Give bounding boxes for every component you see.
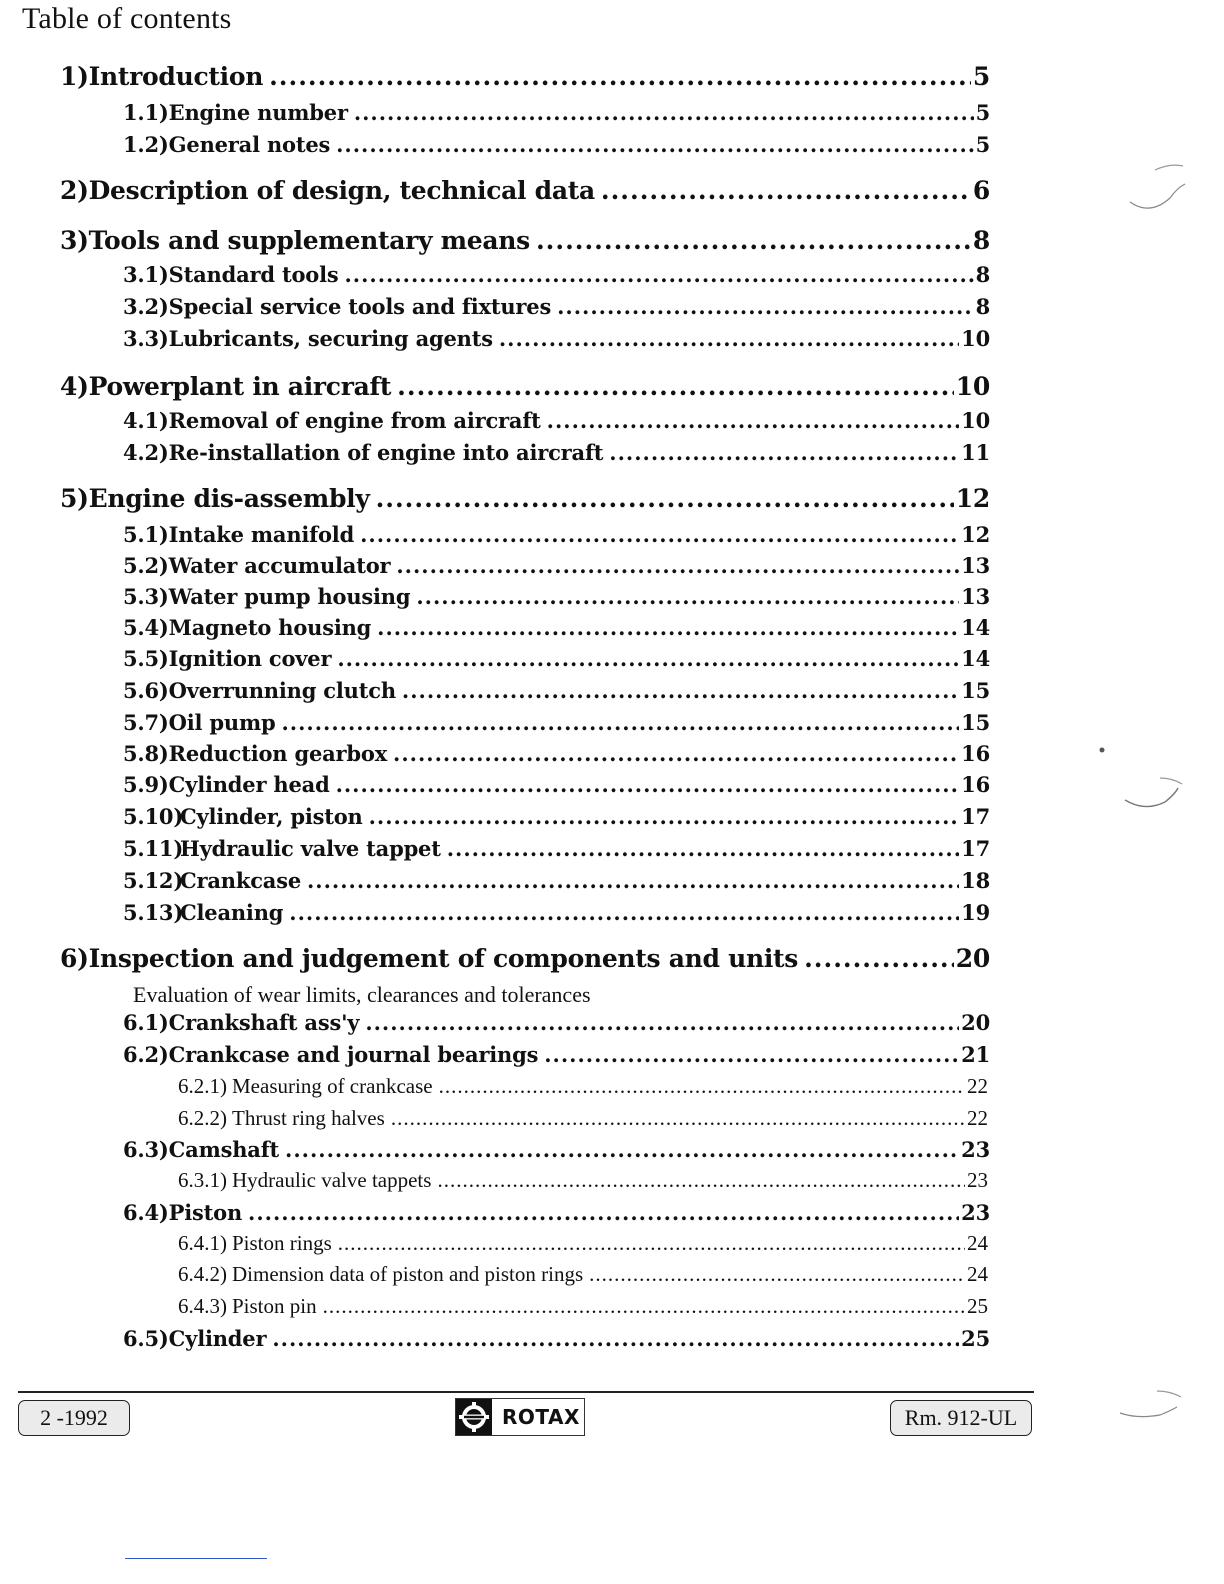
toc-entry-title: Hydraulic valve tappets — [232, 1168, 432, 1192]
toc-entry-title: Standard tools — [168, 262, 339, 287]
toc-dot-leader — [336, 772, 960, 797]
toc-dot-leader — [609, 440, 959, 465]
toc-entry[interactable] — [123, 1200, 990, 1225]
toc-entry-page: 12 — [961, 522, 990, 547]
toc-entry-number: 3.2) — [123, 294, 169, 319]
toc-entry-number: 6.1) — [123, 1010, 169, 1035]
toc-entry[interactable] — [60, 176, 990, 205]
toc-entry-number: 5.11) — [123, 836, 184, 861]
toc-entry-title: Introduction — [88, 62, 264, 91]
toc-entry[interactable] — [123, 615, 990, 640]
toc-entry[interactable] — [123, 262, 990, 287]
toc-entry-title: Ignition cover — [168, 646, 332, 671]
footer-divider — [18, 1391, 1034, 1393]
toc-dot-leader — [285, 1137, 959, 1162]
toc-entry-number: 5.2) — [123, 553, 169, 578]
toc-entry-title: Removal of engine from aircraft — [168, 408, 541, 433]
brand-name: ROTAX — [502, 1405, 580, 1429]
toc-dot-leader — [369, 804, 960, 829]
toc-entry-title: Powerplant in aircraft — [88, 372, 392, 401]
toc-entry-page: 16 — [961, 741, 990, 766]
toc-dot-leader — [377, 615, 959, 640]
toc-entry-page: 12 — [955, 484, 990, 513]
toc-entry[interactable] — [123, 522, 990, 547]
margin-scribble-1 — [1125, 158, 1195, 218]
toc-entry-title: Re-installation of engine into aircraft — [168, 440, 604, 465]
toc-entry-page: 10 — [961, 326, 990, 351]
toc-entry[interactable] — [123, 646, 990, 671]
toc-entry[interactable] — [123, 408, 990, 433]
toc-entry-title: Overrunning clutch — [168, 678, 396, 703]
toc-entry[interactable] — [178, 1294, 988, 1319]
toc-entry-page: 23 — [967, 1168, 988, 1192]
toc-entry-number: 6.4.2) — [178, 1262, 227, 1286]
toc-entry-title: Cleaning — [180, 900, 284, 925]
toc-entry-number: 5.8) — [123, 741, 169, 766]
toc-entry-title: Special service tools and fixtures — [168, 294, 552, 319]
toc-entry-title: Piston rings — [232, 1231, 332, 1255]
toc-entry[interactable] — [123, 868, 990, 893]
toc-dot-leader — [269, 62, 971, 91]
toc-entry[interactable] — [60, 62, 990, 91]
toc-entry-page: 8 — [972, 226, 990, 255]
toc-dot-leader — [547, 408, 960, 433]
toc-dot-leader — [557, 294, 974, 319]
toc-entry-title: Crankcase — [180, 868, 301, 893]
toc-entry-page: 24 — [967, 1231, 988, 1255]
toc-entry-page: 25 — [967, 1294, 988, 1318]
toc-dot-leader — [307, 868, 959, 893]
toc-entry-title: Cylinder head — [168, 772, 330, 797]
toc-entry-number: 6.2.2) — [178, 1106, 227, 1130]
toc-entry-page: 19 — [961, 900, 990, 925]
toc-note: Evaluation of wear limits, clearances and tolerances — [133, 982, 591, 1007]
toc-entry[interactable] — [123, 804, 990, 829]
toc-entry-title: Description of design, technical data — [88, 176, 595, 205]
rotax-emblem-icon — [456, 1399, 492, 1435]
toc-entry-page: 13 — [961, 553, 990, 578]
toc-dot-leader — [336, 132, 973, 157]
toc-dot-leader — [338, 1231, 965, 1256]
page-title: Table of contents — [22, 2, 232, 35]
toc-dot-leader — [323, 1294, 965, 1319]
toc-entry-page: 13 — [961, 584, 990, 609]
toc-entry-title: Engine dis-assembly — [88, 484, 370, 513]
toc-dot-leader — [544, 1042, 959, 1067]
rotax-logo — [455, 1398, 585, 1436]
toc-dot-leader — [804, 944, 954, 973]
toc-entry[interactable] — [123, 1326, 990, 1351]
toc-entry-number: 4.2) — [123, 440, 169, 465]
toc-entry-number: 6.5) — [123, 1326, 169, 1351]
toc-dot-leader — [354, 100, 974, 125]
margin-scribble-2 — [1120, 770, 1190, 820]
toc-entry[interactable] — [178, 1168, 988, 1193]
toc-dot-leader — [248, 1200, 959, 1225]
toc-entry-page: 6 — [972, 176, 990, 205]
toc-entry[interactable] — [60, 484, 990, 513]
toc-dot-leader — [416, 584, 959, 609]
toc-entry[interactable] — [123, 100, 990, 125]
toc-entry[interactable] — [123, 440, 990, 465]
toc-entry-title: Intake manifold — [168, 522, 355, 547]
toc-entry-title: Hydraulic valve tappet — [180, 836, 441, 861]
toc-entry[interactable] — [123, 584, 990, 609]
toc-entry[interactable] — [123, 1042, 990, 1067]
toc-dot-leader — [437, 1168, 965, 1193]
toc-entry-title: Water pump housing — [168, 584, 411, 609]
toc-entry[interactable] — [123, 678, 990, 703]
toc-entry-page: 22 — [967, 1074, 988, 1098]
toc-entry[interactable] — [123, 326, 990, 351]
toc-entry-number: 6.3.1) — [178, 1168, 227, 1192]
toc-entry-page: 8 — [975, 294, 990, 319]
margin-scribble-3 — [1115, 1385, 1190, 1430]
toc-entry-number: 3.1) — [123, 262, 169, 287]
toc-entry-page: 17 — [961, 804, 990, 829]
toc-entry[interactable] — [123, 836, 990, 861]
toc-entry-page: 23 — [961, 1137, 990, 1162]
toc-entry-title: Cylinder, piston — [180, 804, 363, 829]
toc-dot-leader — [365, 1010, 959, 1035]
toc-entry-number: 5.9) — [123, 772, 169, 797]
toc-entry-page: 22 — [967, 1106, 988, 1130]
toc-dot-leader — [499, 326, 959, 351]
toc-entry-number: 5.10) — [123, 804, 184, 829]
footer-date-badge: 2 -1992 — [18, 1400, 130, 1436]
toc-entry-page: 15 — [961, 710, 990, 735]
toc-entry-number: 4.1) — [123, 408, 169, 433]
toc-entry-title: Camshaft — [168, 1137, 280, 1162]
toc-dot-leader — [272, 1326, 959, 1351]
toc-entry-number: 6.4) — [123, 1200, 169, 1225]
toc-entry-title: Piston — [168, 1200, 243, 1225]
toc-entry-title: Inspection and judgement of components and units — [88, 944, 799, 973]
toc-entry-page: 11 — [961, 440, 990, 465]
toc-entry-title: Cylinder — [168, 1326, 267, 1351]
toc-entry-page: 24 — [967, 1262, 988, 1286]
toc-entry-number: 6.2) — [123, 1042, 169, 1067]
toc-entry-page: 17 — [961, 836, 990, 861]
toc-entry-title: Engine number — [168, 100, 348, 125]
toc-entry-number: 5.1) — [123, 522, 169, 547]
toc-entry-number: 5) — [60, 484, 89, 513]
toc-entry-title: Dimension data of piston and piston rings — [232, 1262, 584, 1286]
toc-entry[interactable] — [123, 772, 990, 797]
toc-entry-title: Crankshaft ass'y — [168, 1010, 360, 1035]
toc-dot-leader — [589, 1262, 965, 1287]
toc-entry[interactable] — [178, 1074, 988, 1099]
toc-entry-number: 6) — [60, 944, 89, 973]
toc-entry-page: 10 — [955, 372, 990, 401]
toc-entry-number: 6.3) — [123, 1137, 169, 1162]
toc-entry[interactable] — [123, 710, 990, 735]
toc-entry-number: 5.6) — [123, 678, 169, 703]
toc-entry-title: Reduction gearbox — [168, 741, 388, 766]
toc-entry-number: 3) — [60, 226, 89, 255]
toc-entry-number: 6.2.1) — [178, 1074, 227, 1098]
toc-entry-title: Thrust ring halves — [232, 1106, 385, 1130]
footer-document-reference: Rm. 912-UL — [890, 1400, 1032, 1436]
toc-dot-leader — [393, 741, 959, 766]
toc-entry-page: 5 — [975, 132, 990, 157]
toc-dot-leader — [360, 522, 959, 547]
toc-entry-number: 5.5) — [123, 646, 169, 671]
toc-entry[interactable] — [123, 741, 990, 766]
toc-entry[interactable] — [178, 1262, 988, 1287]
toc-dot-leader — [282, 710, 960, 735]
toc-dot-leader — [447, 836, 959, 861]
toc-entry-number: 1.2) — [123, 132, 169, 157]
toc-entry-title: Measuring of crankcase — [232, 1074, 433, 1098]
margin-dot — [1098, 746, 1106, 754]
toc-entry-page: 14 — [961, 615, 990, 640]
toc-entry-page: 8 — [975, 262, 990, 287]
toc-entry-number: 5.13) — [123, 900, 184, 925]
toc-entry[interactable] — [123, 132, 990, 157]
toc-entry-page: 14 — [961, 646, 990, 671]
toc-entry-number: 6.4.1) — [178, 1231, 227, 1255]
toc-dot-leader — [601, 176, 971, 205]
toc-entry[interactable] — [178, 1231, 988, 1256]
toc-entry[interactable] — [123, 1010, 990, 1035]
toc-entry-number: 1) — [60, 62, 89, 91]
toc-entry[interactable] — [178, 1106, 988, 1131]
toc-entry-number: 4) — [60, 372, 89, 401]
bottom-underline-mark — [125, 1558, 267, 1559]
toc-entry-number: 2) — [60, 176, 89, 205]
toc-dot-leader — [289, 900, 959, 925]
toc-entry-page: 5 — [972, 62, 990, 91]
toc-entry-number: 5.7) — [123, 710, 169, 735]
toc-entry-title: Water accumulator — [168, 553, 391, 578]
toc-dot-leader — [439, 1074, 965, 1099]
toc-entry-title: Tools and supplementary means — [88, 226, 530, 255]
toc-entry-number: 6.4.3) — [178, 1294, 227, 1318]
toc-entry-title: Crankcase and journal bearings — [168, 1042, 539, 1067]
toc-entry-page: 15 — [961, 678, 990, 703]
toc-entry-number: 5.4) — [123, 615, 169, 640]
toc-entry-page: 16 — [961, 772, 990, 797]
toc-entry-title: Oil pump — [168, 710, 276, 735]
toc-entry[interactable] — [60, 226, 990, 255]
toc-entry-page: 10 — [961, 408, 990, 433]
toc-entry[interactable] — [123, 294, 990, 319]
toc-dot-leader — [536, 226, 971, 255]
toc-entry[interactable] — [123, 900, 990, 925]
toc-entry[interactable] — [123, 553, 990, 578]
toc-entry-page: 20 — [961, 1010, 990, 1035]
toc-entry[interactable] — [123, 1137, 990, 1162]
toc-entry-page: 25 — [961, 1326, 990, 1351]
toc-dot-leader — [402, 678, 959, 703]
toc-entry-title: Lubricants, securing agents — [168, 326, 493, 351]
toc-entry-number: 3.3) — [123, 326, 169, 351]
toc-entry-page: 20 — [955, 944, 990, 973]
toc-entry[interactable] — [60, 372, 990, 401]
toc-dot-leader — [397, 372, 954, 401]
toc-entry-number: 5.3) — [123, 584, 169, 609]
toc-entry-page: 5 — [975, 100, 990, 125]
toc-dot-leader — [396, 553, 959, 578]
toc-dot-leader — [337, 646, 959, 671]
toc-dot-leader — [376, 484, 954, 513]
toc-entry[interactable] — [60, 944, 990, 973]
toc-entry-title: Magneto housing — [168, 615, 372, 640]
toc-dot-leader — [391, 1106, 965, 1131]
toc-entry-title: Piston pin — [232, 1294, 317, 1318]
toc-entry-title: General notes — [168, 132, 331, 157]
toc-entry-number: 5.12) — [123, 868, 184, 893]
toc-entry-page: 18 — [961, 868, 990, 893]
toc-entry-number: 1.1) — [123, 100, 169, 125]
toc-entry-page: 23 — [961, 1200, 990, 1225]
toc-dot-leader — [344, 262, 973, 287]
toc-entry-page: 21 — [961, 1042, 990, 1067]
